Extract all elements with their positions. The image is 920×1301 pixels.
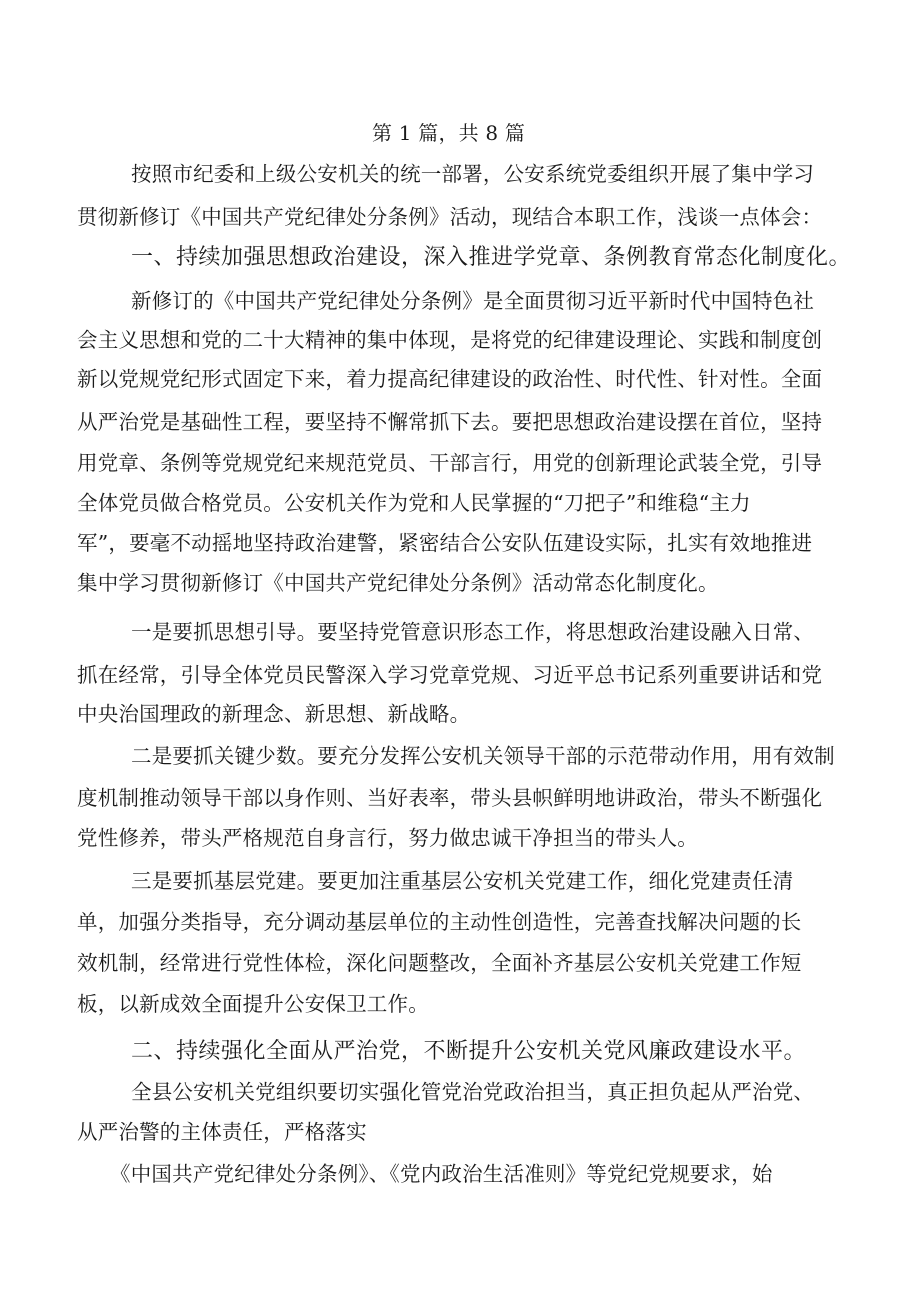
paragraph-line: 度机制推动领导干部以身作则、当好表率，带头县帜鲜明地讲政治，带头不断强化 xyxy=(77,786,823,810)
paragraph-line: 党性修养，带头严格规范自身言行，努力做忠诚干净担当的带头人。 xyxy=(77,826,698,850)
paragraph-line: 《中国共产党纪律处分条例》、《党内政治生活准则》等党纪党规要求，始 xyxy=(110,1162,773,1186)
paragraph-line: 按照市纪委和上级公安机关的统一部署，公安系统党委组织开展了集中学习 xyxy=(131,162,815,186)
paragraph-line: 一是要抓思想引导。要坚持党管意识形态工作，将思想政治建设融入日常、 xyxy=(131,620,815,644)
paragraph-line: 三是要抓基层党建。要更加注重基层公安机关党建工作，细化党建责任清 xyxy=(131,869,794,893)
paragraph-line: 效机制，经常进行党性体检，深化问题整改，全面补齐基层公安机关党建工作短 xyxy=(77,951,802,975)
paragraph-line: 军”，要毫不动摇地坚持政治建警，紧密结合公安队伍建设实际，扎实有效地推进 xyxy=(77,531,813,555)
paragraph-line: 全体党员做合格党员。公安机关作为党和人民掌握的“刀把子”和维稳“主力 xyxy=(77,491,751,515)
paragraph-line: 从严治党是基础性工程，要坚持不懈常抓下去。要把思想政治建设摆在首位，坚持 xyxy=(77,410,823,434)
page-label: 第 1 篇，共 8 篇 xyxy=(372,121,526,145)
paragraph-line: 全县公安机关党组织要切实强化管党治党政治担当，真正担负起从严治党、 xyxy=(131,1080,815,1104)
paragraph-line: 板，以新成效全面提升公安保卫工作。 xyxy=(77,992,429,1016)
section-heading-2: 二、持续强化全面从严治党，不断提升公安机关党风廉政建设水平。 xyxy=(131,1039,807,1064)
paragraph-line: 单，加强分类指导，充分调动基层单位的主动性创造性，完善查找解决问题的长 xyxy=(77,910,802,934)
paragraph-line: 用党章、条例等党规党纪来规范党员、干部言行，用党的创新理论武装全党，引导 xyxy=(77,451,823,475)
paragraph-line: 集中学习贯彻新修订《中国共产党纪律处分条例》活动常态化制度化。 xyxy=(77,571,719,595)
paragraph-line: 贯彻新修订《中国共产党纪律处分条例》活动，现结合本职工作，浅谈一点体会： xyxy=(77,205,823,229)
paragraph-line: 中央治国理政的新理念、新思想、新战略。 xyxy=(77,702,471,726)
paragraph-line: 二是要抓关键少数。要充分发挥公安机关领导干部的示范带动作用，用有效制 xyxy=(131,744,835,768)
paragraph-line: 从严治警的主体责任，严格落实 xyxy=(77,1120,367,1144)
paragraph-line: 会主义思想和党的二十大精神的集中体现，是将党的纪律建设理论、实践和制度创 xyxy=(77,328,823,352)
paragraph-line: 抓在经常，引导全体党员民警深入学习党章党规、习近平总书记系列重要讲话和党 xyxy=(77,663,823,687)
paragraph-line: 新修订的《中国共产党纪律处分条例》是全面贯彻习近平新时代中国特色社 xyxy=(131,289,815,313)
paragraph-line: 新以党规党纪形式固定下来，着力提高纪律建设的政治性、时代性、针对性。全面 xyxy=(77,367,823,391)
section-heading-1: 一、持续加强思想政治建设，深入推进学党章、条例教育常态化制度化。 xyxy=(131,245,852,270)
